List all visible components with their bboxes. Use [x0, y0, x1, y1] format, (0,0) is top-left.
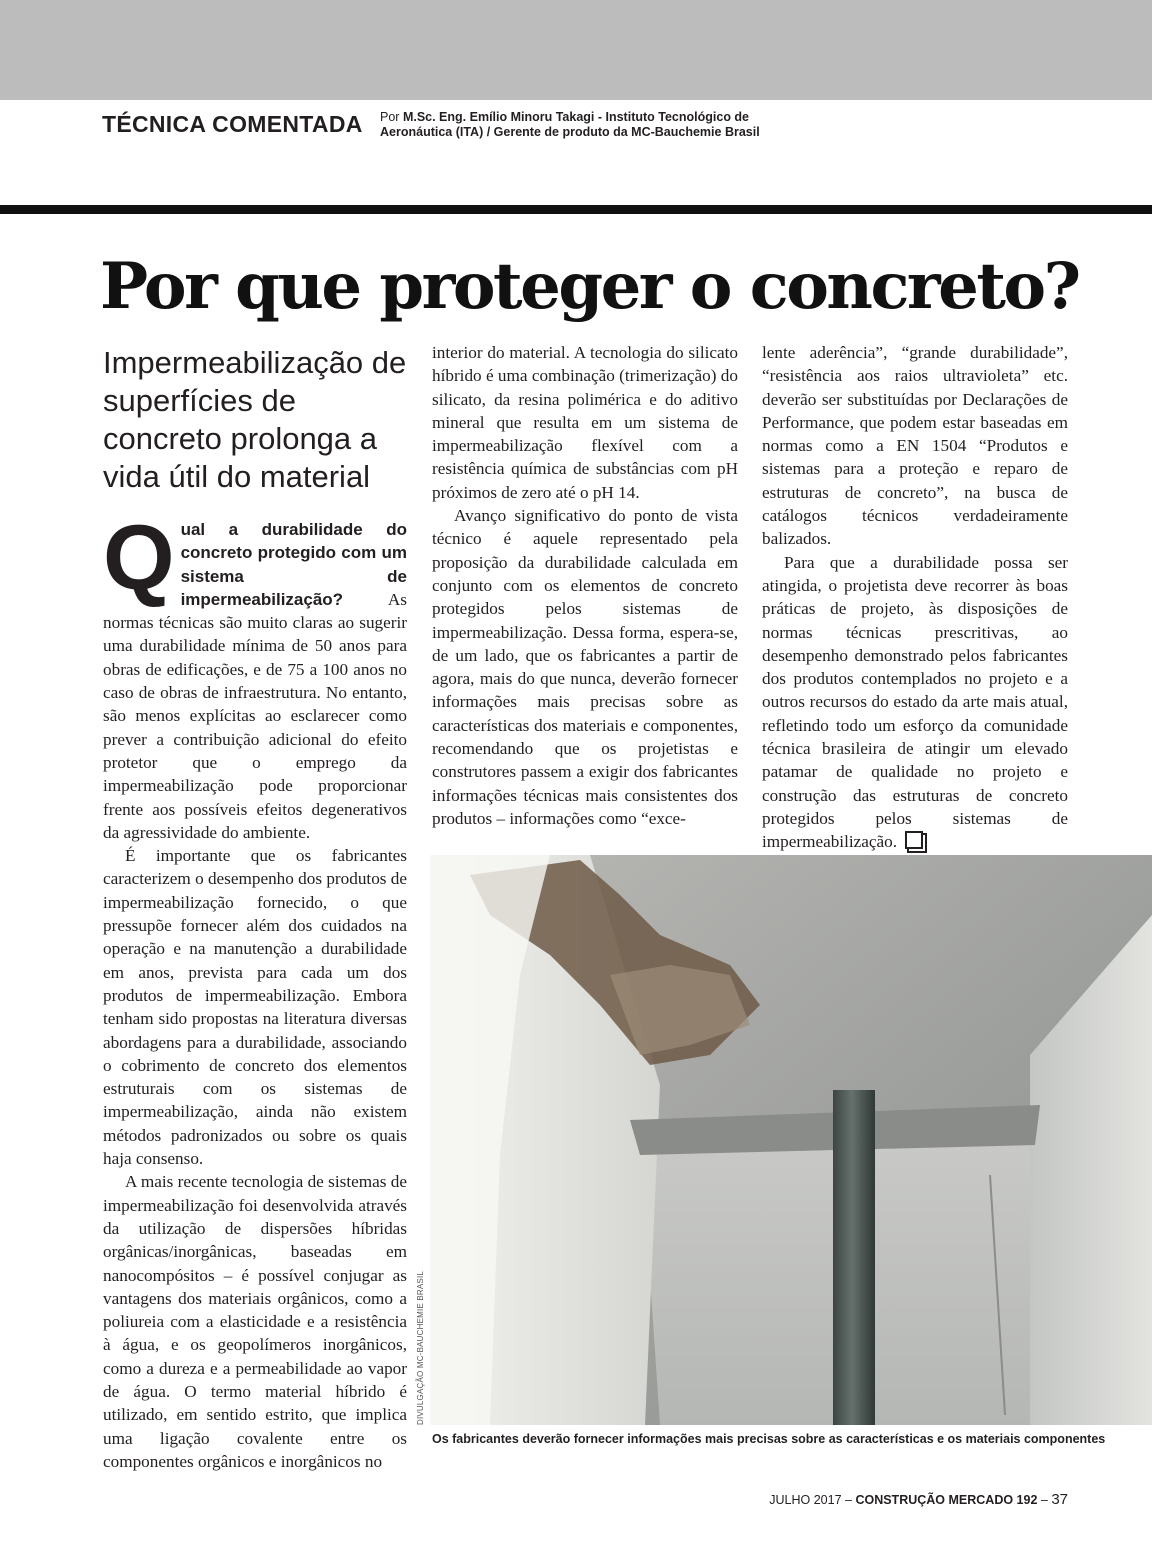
footer-separator: – — [1037, 1493, 1052, 1507]
article-headline: Por que proteger o concreto? — [100, 249, 1079, 324]
page-number: 37 — [1051, 1491, 1068, 1508]
paragraph-5-text: Para que a durabilidade possa ser atingida, o projetista deve recorrer às boas práticas de projeto, às disposições de normas técnicas prescritivas, ao desempenho demonstrado pelos fabricantes dos produtos contemplados no projeto e a outros recursos do estado da arte mais atual, refletindo todo um esforço da comunidade técnica brasileira de atingir um elevado patamar de qualidade no projeto e construção das estruturas de concreto protegidos pelos sistemas de impermeabilização. — [762, 552, 1068, 852]
footer-magazine: CONSTRUÇÃO MERCADO 192 — [855, 1493, 1038, 1507]
page-footer — [769, 1491, 1068, 1508]
photo-credit: DIVULGAÇÃO MC-BAUCHEMIE BRASIL — [416, 1270, 425, 1425]
paragraph-2: É importante que os fabricantes caracterizem o desempenho dos produtos de impermeabilização fornecido, o que pressupõe fornecer além dos cuidados na operação e na manutenção a durabilidade em anos, prevista para cada um dos produtos de impermeabilização. Embora tenham sido propostas na literatura diversas abordagens para a durabilidade, associando o cobrimento de concreto dos elementos estruturais com os sistemas de impermeabilização, ainda não existem métodos padronizados ou sobre os quais haja consenso. — [103, 846, 408, 1169]
paragraph-1 — [103, 507, 407, 844]
photo-caption: Os fabricantes deverão fornecer informações mais precisas sobre as características e os materiais componentes — [432, 1432, 1106, 1446]
drop-cap: Q — [103, 507, 175, 609]
photo-illustration — [430, 855, 1152, 1425]
article-deck: Impermeabilização de superfícies de concreto prolonga a vida útil do material — [103, 345, 407, 494]
byline-prefix: Por — [380, 110, 403, 124]
paragraph-1-text: As normas técnicas são muito claras ao sugerir uma durabilidade mínima de 50 anos para obras de edificações, e de 75 a 100 anos no caso de obras de infraestrutura. No entanto, são menos explícitas ao esclarecer como prever a contribuição adicional do efeito protetor que o emprego da impermeabilização pode proporcionar frente aos possíveis efeitos degenerativos da agressividade do ambiente. — [103, 589, 407, 842]
byline-author: M.Sc. Eng. Emílio Minoru Takagi - Instituto Tecnológico de Aeronáutica (ITA) / Gerente de produto da MC-Bauchemie Brasil — [380, 110, 760, 139]
lead-question: ual a durabilidade do concreto protegido com um sistema de impermeabilização? — [180, 520, 407, 609]
text-column-3 — [762, 341, 1068, 854]
section-label: TÉCNICA COMENTADA — [102, 111, 363, 137]
top-gray-band — [0, 0, 1152, 100]
header-rule — [0, 205, 1152, 214]
footer-issue: JULHO 2017 – — [769, 1493, 856, 1507]
byline — [380, 110, 800, 140]
end-of-article-icon — [905, 831, 923, 849]
article-photo — [430, 855, 1152, 1425]
paragraph-5 — [762, 551, 1068, 854]
text-column-2 — [432, 341, 738, 830]
paragraph-4-end: lente aderência”, “grande durabilidade”, “resistência aos raios ultravioleta” etc. deverão ser substituídas por Declarações de Performance, que podem estar baseadas em normas como a EN 1504 “Produtos e sistemas para a proteção e reparo de estruturas de concreto”, na busca de catálogos técnicos verdadeiramente balizados. — [762, 343, 1068, 549]
paragraph-3-end: interior do material. A tecnologia do silicato híbrido é uma combinação (trimerização) do silicato, da resina polimérica e do aditivo mineral que resulta em um sistema de impermeabilização flexível com a resistência química de substâncias com pH próximos de zero até o pH 14. — [432, 343, 738, 502]
paragraph-3-start: A mais recente tecnologia de sistemas de impermeabilização foi desenvolvida através da utilização de dispersões híbridas orgânicas/inorgânicas, baseadas em nanocompósitos – é possível conjugar as vantagens dos materiais orgânicos, como a poliureia com a elasticidade e a resistência à água, e os geopolímeros inorgânicos, como a dureza e a permeabilidade ao vapor de água. O termo material híbrido é utilizado, em sentido estrito, que implica uma ligação covalente entre os componentes orgânicos e inorgânicos no — [103, 1172, 407, 1471]
paragraph-4-start: Avanço significativo do ponto de vista técnico é aquele representado pela proposição da durabilidade calculada em conjunto com os elementos de concreto protegidos pelos sistemas de impermeabilização. Dessa forma, espera-se, de um lado, que os fabricantes a partir de agora, mais do que nunca, deverão fornecer informações mais precisas sobre as características dos materiais e componentes, recomendando que os projetistas e construtores passem a exigir dos fabricantes informações técnicas mais consistentes dos produtos – informações como “exce- — [432, 506, 738, 828]
text-column-1 — [103, 340, 407, 1473]
